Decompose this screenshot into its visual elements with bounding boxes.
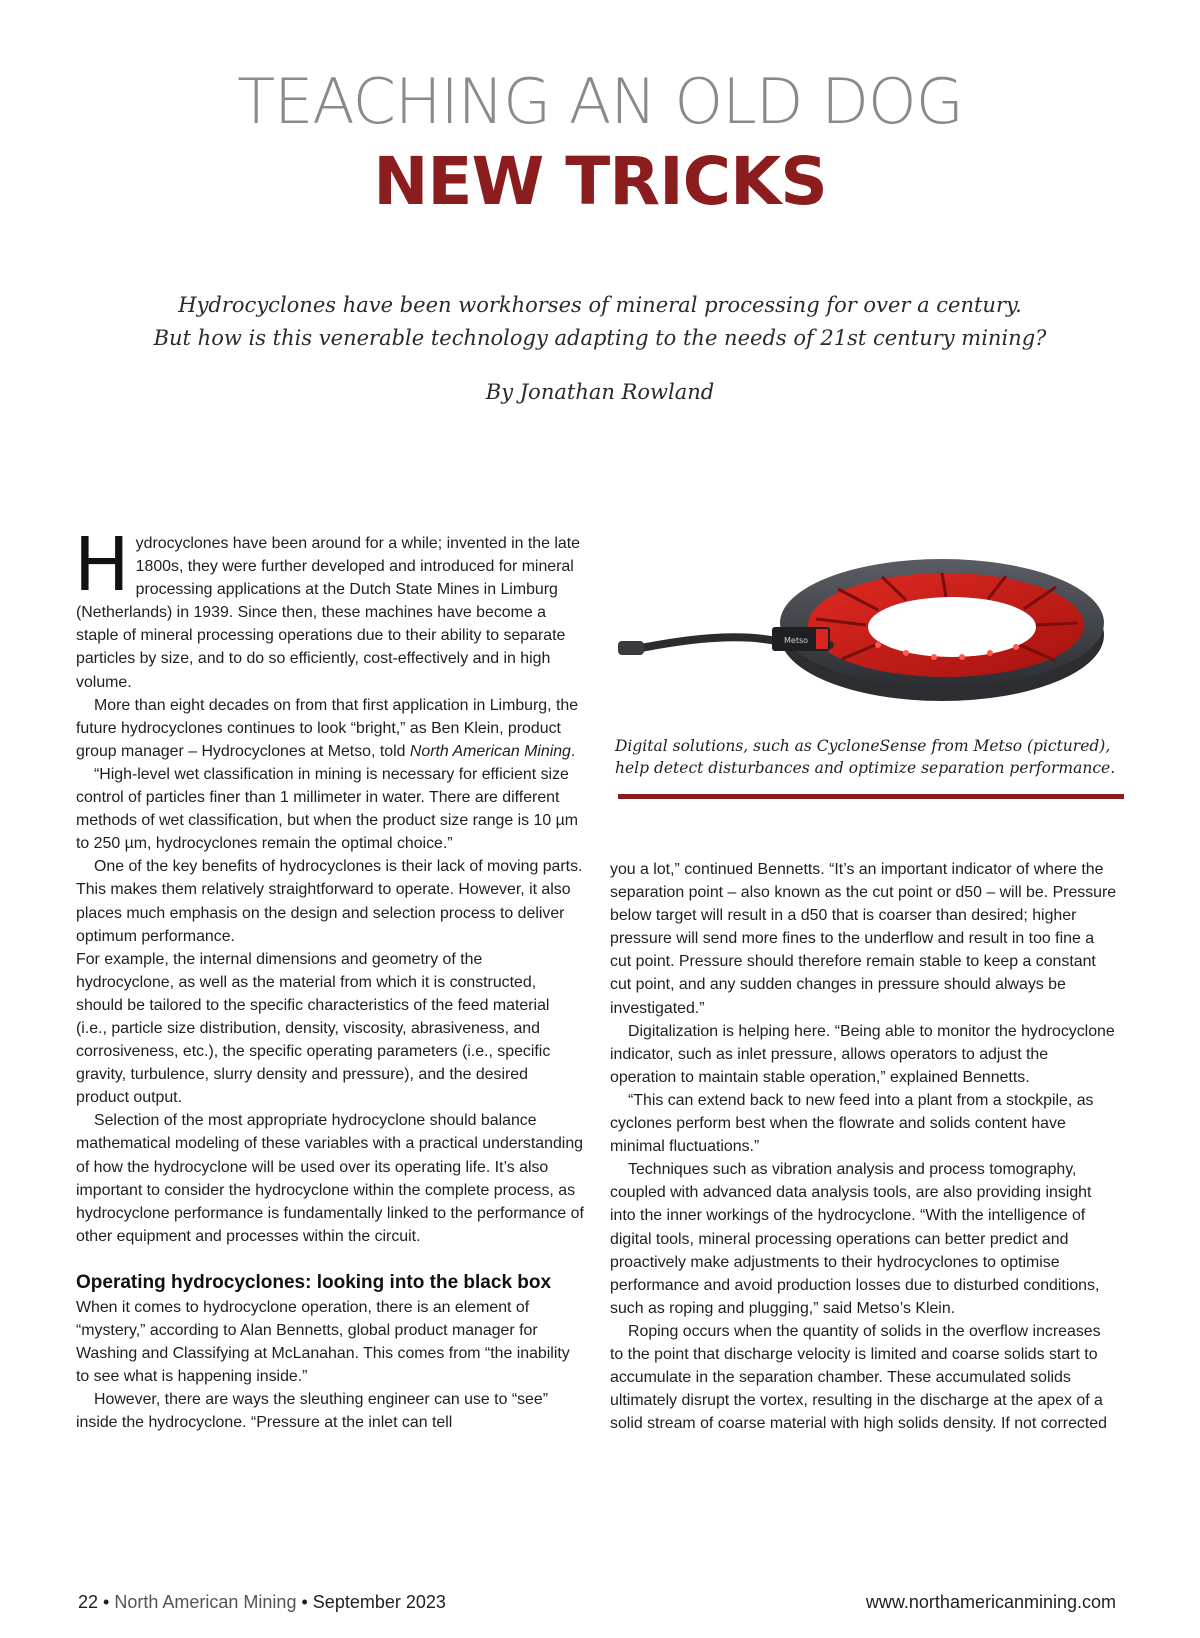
publication-name: North American Mining xyxy=(409,742,571,760)
caption-line-2: help detect disturbances and optimize separation performance. xyxy=(615,759,1116,777)
headline-line-2: NEW TRICKS xyxy=(373,143,827,220)
bullet-separator: • xyxy=(103,1592,110,1612)
cyclonesense-device-illustration xyxy=(616,555,1110,715)
article-column-left xyxy=(74,522,584,1434)
paragraph-text: More than eight decades on from that first application in Limburg, the future hydrocyclones continues to look “bright,” as Ben Klein, product group manager – Hydrocyclones at Metso, told xyxy=(76,696,579,760)
paragraph: “High-level wet classification in mining is necessary for efficient size control of particles finer than 1 millimeter in water. There are different methods of wet classification, but when the product size range is 10 µm to 250 µm, hydrocyclones remain the optimal choice.” xyxy=(76,765,579,853)
paragraph: you a lot,” continued Bennetts. “It’s an important indicator of where the separation point – also known as the cut point or d50 – will be. Pressure below target will result in a d50 that is coarser than desired; higher pressure will send more fines to the underflow and result in too fine a cut point. Pressure should therefore remain stable to keep a constant cut point, and any sudden changes in pressure should always be investigated.” xyxy=(610,861,1117,1017)
footer-url: www.northamericanmining.com xyxy=(865,1592,1116,1612)
article-column-right xyxy=(610,858,1118,1435)
paragraph: However, there are ways the sleuthing engineer can use to “see” inside the hydrocyclone. “Pressure at the inlet can tell xyxy=(76,1391,549,1432)
device-label: Metso xyxy=(784,636,809,645)
figure-caption xyxy=(615,735,1135,779)
product-photo xyxy=(616,555,1110,715)
paragraph: Digitalization is helping here. “Being able to monitor the hydrocyclone indicator, such as inlet pressure, allows operators to adjust the operation to maintain stable operation,” explained Bennetts. xyxy=(610,1022,1115,1086)
issue-date: September 2023 xyxy=(312,1592,446,1612)
deck-line-2: But how is this venerable technology adapting to the needs of 21st century mining? xyxy=(153,326,1047,350)
paragraph-text: ydrocyclones have been around for a while; invented in the late 1800s, they were further developed and introduced for mineral processing applications at the Dutch State Mines in Limburg (Netherlands) in 1939. Since then, these machines have become a staple of mineral processing operations due to their ability to separate particles by size, and to do so efficiently, cost-effectively and in high volume. xyxy=(76,535,580,691)
paragraph-text: . xyxy=(570,742,576,760)
ring-center-hole xyxy=(868,597,1036,657)
module-accent xyxy=(816,629,828,649)
paragraph: For example, the internal dimensions and geometry of the hydrocyclone, as well as the material from which it is constructed, should be tailored to the specific characteristics of the feed material (i.e., particle size distribution, density, viscosity, abrasiveness, and corrosiveness, etc.), the specific operating parameters (i.e., specific gravity, turbulence, slurry density and pressure), and the desired product output. xyxy=(76,950,551,1107)
caption-line-1: Digital solutions, such as CycloneSense from Metso (pictured), xyxy=(615,737,1111,755)
paragraph: “This can extend back to new feed into a plant from a stockpile, as cyclones perform best when the flowrate and solids content have minimal fluctuations.” xyxy=(610,1091,1094,1156)
byline: By Jonathan Rowland xyxy=(485,380,715,404)
footer-folio xyxy=(78,1592,446,1613)
drop-cap: H xyxy=(74,522,130,608)
caption-divider xyxy=(618,794,1124,799)
paragraph: When it comes to hydrocyclone operation, there is an element of “mystery,” according to Alan Bennetts, global product manager for Washing and Classifying at McLanahan. This comes from “the inability to see what is happening inside.” xyxy=(76,1298,570,1386)
page-number: 22 xyxy=(78,1592,99,1612)
paragraph: Techniques such as vibration analysis and process tomography, coupled with advanced data analysis tools, are also providing insight into the inner workings of the hydrocyclone. “With the intelligence of digital tools, mineral processing operations can better predict and proactively make adjustments to their hydrocyclones to optimise performance and avoid production losses due to disturbed conditions, such as roping and plugging,” said Metso’s Klein. xyxy=(610,1161,1100,1317)
deck-line-1: Hydrocyclones have been workhorses of mineral processing for over a century. xyxy=(178,293,1022,317)
paragraph xyxy=(76,694,584,763)
headline-line-1: TEACHING AN OLD DOG xyxy=(237,65,963,138)
magazine-name: North American Mining xyxy=(114,1592,297,1612)
cable-connector xyxy=(618,641,644,655)
bullet-separator: • xyxy=(301,1592,308,1612)
paragraph: One of the key benefits of hydrocyclones is their lack of moving parts. This makes them relatively straightforward to operate. However, it also places much emphasis on the design and selection process to deliver optimum performance. xyxy=(76,858,583,945)
paragraph: Roping occurs when the quantity of solids in the overflow increases to the point that discharge velocity is limited and coarse solids start to accumulate in the separation chamber. These accumulated solids ultimately disrupt the vortex, resulting in the discharge at the apex of a solid stream of coarse material with high solids density. If not corrected xyxy=(610,1322,1107,1433)
section-subhead: Operating hydrocyclones: looking into the black box xyxy=(76,1271,552,1293)
paragraph xyxy=(74,522,584,694)
paragraph: Selection of the most appropriate hydrocyclone should balance mathematical modeling of these variables with a practical understanding of how the hydrocyclone will be used over its operating life. It’s also important to consider the hydrocyclone within the complete process, as hydrocyclone performance is fundamentally linked to the performance of other equipment and processes within the circuit. xyxy=(76,1112,584,1245)
